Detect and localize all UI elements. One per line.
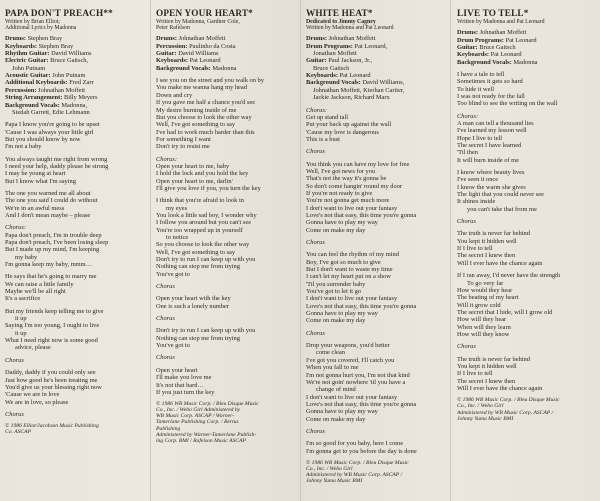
personnel-name: Stephen Bray bbox=[27, 35, 63, 43]
song-column bbox=[306, 8, 450, 484]
personnel-entry bbox=[156, 35, 300, 42]
songwriter-credit: Additional Lyrics by Madonna bbox=[5, 25, 77, 32]
chorus-label: Chorus: bbox=[5, 224, 26, 232]
personnel-role: Drums: bbox=[457, 29, 478, 37]
lyric-line: Papa don't preach, I'm in trouble deep bbox=[5, 231, 102, 239]
personnel-name: Pat Leonard bbox=[339, 72, 371, 80]
song-title: WHITE HEAT* bbox=[306, 8, 373, 18]
lyric-line: Nothing can stop me from trying bbox=[156, 334, 240, 342]
personnel-entry bbox=[457, 37, 600, 44]
songwriter-credit: Written by Madonna and Pat Leonard bbox=[457, 19, 545, 25]
lyric-line: You look a little sad boy, I wonder why bbox=[156, 211, 257, 219]
lyric-line: Don't try to resist me bbox=[156, 143, 210, 151]
personnel-role: Drums: bbox=[5, 35, 26, 43]
lyric-line: You think you can have my love for free bbox=[306, 160, 410, 168]
lyrics-block bbox=[457, 71, 600, 392]
lyric-line: Open your heart to me, baby bbox=[156, 162, 230, 170]
lyric-line: And I don't mean maybe – please bbox=[5, 211, 91, 219]
personnel-entry bbox=[5, 72, 149, 79]
lyric-line: Come on make my day bbox=[306, 415, 366, 423]
lyric-line: 'Til then bbox=[457, 149, 478, 157]
lyric-line: You'd give us your blessing right now bbox=[5, 383, 102, 391]
lyric-line: Daddy, daddy if you could only see bbox=[5, 369, 96, 377]
personnel-role: Acoustic Guitar: bbox=[5, 72, 51, 80]
lyric-line: I have a tale to tell bbox=[457, 70, 505, 78]
personnel-role: Electric Guitar: bbox=[5, 57, 49, 65]
lyric-line: I see you on the street and you walk on by bbox=[156, 77, 264, 85]
lyric-line: my eyes bbox=[166, 204, 188, 212]
lyrics-block bbox=[5, 121, 149, 418]
lyric-line: I hold the lock and you hold the key bbox=[156, 170, 249, 178]
copyright-line: Administered by WB Music Corp. ASCAP / bbox=[457, 409, 554, 416]
lyric-line: 'Til you surrender baby bbox=[306, 280, 366, 288]
lyric-line: Saying I'm too young, I ought to live bbox=[5, 322, 100, 330]
personnel-name: David Williams, bbox=[362, 79, 405, 87]
chorus-label: Chorus: bbox=[457, 112, 478, 120]
lyric-line: Well, I've got something to say bbox=[156, 121, 236, 129]
lyric-line: Sometimes it gets so hard bbox=[457, 78, 523, 86]
lyric-line: To hide it well bbox=[457, 85, 495, 93]
lyric-line: The truth is never far behind bbox=[457, 230, 530, 238]
lyric-line: A man can tell a thousand lies bbox=[457, 119, 534, 127]
personnel-name-cont: Johnathan Moffett, Kierhan Cartier, bbox=[313, 86, 405, 94]
lyric-line: to notice bbox=[166, 234, 189, 241]
personnel-entry bbox=[5, 102, 149, 109]
personnel-name: David Williams bbox=[178, 50, 219, 58]
lyric-line: The one you said I could do without bbox=[5, 197, 98, 205]
personnel-role: Keyboards: bbox=[156, 57, 188, 65]
song-title: LIVE TO TELL* bbox=[457, 8, 529, 18]
lyric-line: Will it grow cold bbox=[457, 301, 501, 309]
personnel-name-cont: Siedah Garrett, Edie Lehmann bbox=[12, 108, 90, 116]
personnel-entry bbox=[5, 87, 149, 94]
song-dedication: Dedicated to Jimmy Cagney bbox=[306, 19, 376, 25]
lyric-line: it up bbox=[15, 315, 27, 323]
personnel-entry bbox=[457, 51, 600, 58]
lyric-line: I'm gonna keep my baby, mmm… bbox=[5, 261, 92, 269]
lyric-line: I think that you're afraid to look in bbox=[156, 197, 244, 205]
lyric-line: If you gave me half a chance you'd see bbox=[156, 99, 256, 107]
lyric-line: When will they learn bbox=[457, 323, 511, 331]
lyric-line: If you just turn the key bbox=[156, 388, 215, 396]
personnel-name: Bruce Gaitsch, bbox=[50, 57, 89, 65]
lyric-line: 'Cause I was always your little girl bbox=[5, 128, 94, 136]
personnel-name-cont: John Putnam bbox=[12, 64, 46, 72]
lyric-line: I don't want to live out your fantasy bbox=[306, 204, 398, 212]
fold-line bbox=[300, 0, 301, 501]
song-title: PAPA DON'T PREACH** bbox=[5, 8, 113, 18]
personnel-role: Rhythm Guitar: bbox=[5, 50, 50, 58]
lyric-line: Boy, I've got so much to give bbox=[306, 258, 381, 266]
lyrics-block bbox=[156, 77, 300, 396]
lyric-line: The light that you could never see bbox=[457, 191, 544, 199]
lyric-line: I know the warm she gives bbox=[457, 183, 526, 191]
copyright-line: © 1986 Elliot/Jacobsen Music Publishing bbox=[5, 423, 99, 430]
personnel-role: Background Vocals: bbox=[5, 101, 60, 109]
lyric-line: I've learned my lesson well bbox=[457, 127, 527, 135]
personnel-role: Guitar: bbox=[306, 57, 327, 65]
lyric-line: The secret I have learned bbox=[457, 142, 522, 150]
lyric-line: I'm so good for you baby, here I come bbox=[306, 440, 404, 448]
lyric-line: 'Cause my love is dangerous bbox=[306, 128, 379, 136]
personnel-role: Drum Programs: bbox=[457, 36, 504, 44]
copyright-line: Johnny Yuma Music BMI bbox=[306, 478, 363, 485]
personnel-name: Pat Leonard, bbox=[354, 42, 388, 50]
personnel-entry bbox=[457, 44, 600, 51]
lyric-line: I've seen it once bbox=[457, 176, 499, 184]
songwriter-credit: Written by Madonna and Pat Leonard bbox=[306, 25, 394, 32]
lyric-line: Will I ever have the chance again bbox=[457, 259, 543, 267]
lyric-line: I need your help, daddy please be strong bbox=[5, 162, 109, 170]
lyric-line: We are in love, so please bbox=[5, 398, 69, 406]
lyric-line: Don't try to run I can keep up with you bbox=[156, 256, 256, 264]
personnel-name: Madonna bbox=[212, 64, 237, 72]
personnel-role: Background Vocals: bbox=[457, 58, 512, 66]
lyric-line: I don't want to live out your fantasy bbox=[306, 295, 398, 303]
personnel-role: Keyboards: bbox=[306, 72, 338, 80]
chorus-label: Chorus: bbox=[306, 106, 327, 114]
personnel-name: Pat Leonard bbox=[189, 57, 221, 65]
copyright-line: Johnny Yuma Music BMI bbox=[457, 415, 514, 422]
personnel-entry bbox=[5, 79, 149, 86]
lyric-line: You're too wrapped up in yourself bbox=[156, 226, 243, 234]
lyric-line: But I don't want to waste my time bbox=[306, 266, 393, 274]
lyric-line: You've got to bbox=[156, 270, 190, 278]
lyric-line: I follow you around but you can't see bbox=[156, 219, 252, 227]
lyric-line: One is such a lonely number bbox=[156, 302, 229, 310]
personnel-name-cont: Jonathan Moffett bbox=[313, 50, 357, 58]
lyric-line: You make me wanna hang my head bbox=[156, 84, 247, 92]
lyric-line: Come on make my day bbox=[306, 317, 366, 325]
lyric-line: This is a bust bbox=[306, 135, 340, 143]
lyric-line: my baby bbox=[15, 253, 38, 261]
personnel-role: Additional Keyboards: bbox=[5, 79, 68, 87]
chorus-label: Chorus bbox=[156, 354, 175, 362]
lyric-line: It's not that hard… bbox=[156, 381, 204, 389]
lyric-line: Love's not that easy, this time you're gonna bbox=[306, 400, 417, 408]
copyright-notice bbox=[457, 397, 600, 421]
lyric-line: My desire burning inside of me bbox=[156, 106, 237, 114]
chorus-label: Chorus bbox=[5, 356, 24, 364]
lyric-line: To go very far bbox=[467, 279, 504, 287]
lyric-line: Well, I've got something to say bbox=[156, 248, 236, 256]
personnel-role: Percussion: bbox=[5, 86, 37, 94]
lyric-line: Open your heart bbox=[156, 366, 198, 374]
lyric-line: Come on make my day bbox=[306, 226, 366, 234]
personnel-role: Guitar: bbox=[156, 50, 177, 58]
lyric-line: What I need right now is some good bbox=[5, 337, 98, 345]
personnel-entry bbox=[156, 57, 300, 64]
personnel-entry bbox=[306, 43, 450, 50]
songwriter-credit: Written by Brian Elliot; bbox=[5, 19, 60, 25]
lyric-line: Down and cry bbox=[156, 91, 193, 99]
personnel-role: Drums: bbox=[306, 35, 327, 43]
copyright-line: Tamerlane Publishing Corp. / Bertus bbox=[156, 419, 239, 426]
personnel-entry bbox=[457, 59, 600, 66]
copyright-line: WB Music Corp. ASCAP / Warner- bbox=[156, 413, 235, 420]
lyric-line: Love's not that easy, this time you're gonna bbox=[306, 302, 417, 310]
lyric-line: Just how good he's been treating me bbox=[5, 376, 98, 384]
chorus-label: Chorus bbox=[156, 315, 175, 323]
personnel-name: David Williams bbox=[51, 50, 92, 58]
personnel-list bbox=[457, 29, 600, 66]
lyric-line: If I ran away, I'd never have the strength bbox=[457, 272, 561, 280]
personnel-name: Pat Leonard bbox=[505, 36, 537, 44]
copyright-notice bbox=[306, 460, 450, 484]
personnel-entry bbox=[156, 65, 300, 72]
lyric-line: 'Cause we are in love bbox=[5, 391, 60, 399]
chorus-label: Chorus bbox=[306, 329, 325, 337]
lyric-line: I'll give you love if you, you turn the key bbox=[156, 184, 261, 192]
lyric-line: You kept it hidden well bbox=[457, 362, 517, 370]
songwriter-credit: Written by Madonna, Gardner Cole, bbox=[156, 19, 240, 25]
lyric-line: How will they hear bbox=[457, 316, 507, 324]
lyric-line: You've got to let it go bbox=[306, 288, 362, 296]
lyric-line: But I made up my mind, I'm keeping bbox=[5, 246, 100, 254]
lyric-line: If I live to tell bbox=[457, 370, 493, 378]
lyric-line: I've got you covered, I'll catch you bbox=[306, 356, 395, 364]
lyric-line: For something I want bbox=[156, 135, 211, 143]
personnel-name: Billy Meyers bbox=[63, 94, 98, 102]
lyric-line: Love's not that easy, this time you're gonna bbox=[306, 211, 417, 219]
copyright-notice bbox=[156, 401, 300, 444]
chorus-label: Chorus bbox=[306, 239, 325, 246]
personnel-name-cont: Jackie Jackson, Richard Marx bbox=[313, 94, 390, 102]
lyric-line: The truth is never far behind bbox=[457, 355, 530, 363]
copyright-line: Administered by WB Music Corp. ASCAP / bbox=[306, 472, 403, 479]
personnel-entry bbox=[457, 29, 600, 36]
copyright-line: Co., Inc. / Webo Girl Administered by bbox=[156, 407, 241, 414]
personnel-entry bbox=[306, 72, 450, 79]
lyric-line: The one you warned me all about bbox=[5, 189, 91, 197]
personnel-name: Stephen Bray bbox=[38, 42, 74, 50]
personnel-entry bbox=[306, 35, 450, 42]
lyric-line: If you're not ready to give bbox=[306, 189, 373, 197]
lyric-line: So don't come hangin' round my door bbox=[306, 182, 403, 190]
copyright-line: Co., Inc. / Webo Girl bbox=[306, 466, 353, 473]
lyric-line: It will burn inside of me bbox=[457, 156, 519, 164]
personnel-entry bbox=[306, 79, 450, 86]
personnel-name: Paulinho da Costa bbox=[189, 42, 236, 50]
lyric-line: I'm not gonna hurt you, I'm not that kind bbox=[306, 371, 410, 379]
lyric-line: Gonna have to play my way bbox=[306, 219, 378, 227]
lyric-line: Put your back up against the wall bbox=[306, 121, 392, 129]
lyric-line: Will I ever have the chance again bbox=[457, 384, 543, 392]
personnel-entry bbox=[5, 57, 149, 64]
lyric-line: You've got to bbox=[156, 342, 190, 350]
personnel-name: Johnathan Moffett bbox=[328, 35, 376, 43]
personnel-name: Madonna, bbox=[61, 101, 88, 109]
chorus-label: Chorus bbox=[306, 148, 325, 156]
lyric-line: That's not the way it's gonna be bbox=[306, 175, 387, 183]
personnel-role: Keyboards: bbox=[457, 51, 489, 59]
songwriter-credit: Peter Rafelson bbox=[156, 25, 190, 32]
lyric-line: Papa I know you're going to be upset bbox=[5, 121, 100, 129]
lyric-line: But I know what I'm saying bbox=[5, 177, 76, 185]
lyric-line: The secret that I hide, will I grow old bbox=[457, 308, 553, 316]
personnel-entry bbox=[5, 50, 149, 57]
personnel-name: Madonna bbox=[513, 58, 538, 66]
copyright-line: © 1986 WB Music Corp. / Bleu Disque Music bbox=[457, 397, 560, 404]
copyright-line: © 1986 WB Music Corp. / Bleu Disque Music bbox=[306, 459, 409, 466]
personnel-role: Drum Programs: bbox=[306, 42, 353, 50]
lyric-line: Get up stand tall bbox=[306, 113, 349, 121]
personnel-name: Johnathan Moffett bbox=[479, 29, 527, 37]
lyric-line: I was not ready for the fall bbox=[457, 92, 525, 100]
personnel-role: Percussion: bbox=[156, 42, 188, 50]
lyric-line: I know where beauty lives bbox=[457, 169, 525, 177]
lyric-line: change of mind bbox=[316, 386, 356, 394]
lyric-line: I may be young at heart bbox=[5, 170, 66, 178]
copyright-line: Administered by Warner-Tamerlane Publish- bbox=[156, 431, 257, 438]
lyric-line: I've had to work much harder than this bbox=[156, 128, 255, 136]
lyric-line: Open your heart to me, darlin' bbox=[156, 177, 233, 185]
personnel-list bbox=[156, 35, 300, 72]
lyric-line: Well, I've got news for you bbox=[306, 167, 376, 175]
personnel-entry bbox=[5, 43, 149, 50]
chorus-label: Chorus bbox=[306, 427, 325, 435]
personnel-name: Pat Leonard bbox=[490, 51, 522, 59]
personnel-role: Background Vocals: bbox=[306, 79, 361, 87]
chorus-label: Chorus bbox=[457, 218, 476, 226]
lyric-line: So you choose to look the other way bbox=[156, 241, 250, 249]
chorus-label: Chorus: bbox=[156, 155, 177, 163]
lyric-line: When you fall to me bbox=[306, 364, 359, 372]
lyric-line: But my friends keep telling me to give bbox=[5, 307, 104, 315]
personnel-list bbox=[306, 35, 450, 101]
lyric-line: come clean bbox=[316, 349, 345, 357]
lyric-line: Papa don't preach, I've been losing sleep bbox=[5, 239, 109, 246]
lyrics-block bbox=[306, 107, 450, 455]
chorus-label: Chorus bbox=[457, 343, 476, 351]
personnel-name: Fred Zarr bbox=[69, 79, 94, 87]
personnel-list bbox=[5, 35, 149, 116]
lyric-line: We're in an awful mess bbox=[5, 204, 65, 212]
lyric-line: I can't let my heart put on a show bbox=[306, 273, 391, 281]
lyric-line: But you should know by now bbox=[5, 135, 81, 143]
copyright-line: Co., Inc. / Webo Girl bbox=[457, 403, 504, 410]
lyric-line: How will they know bbox=[457, 330, 510, 338]
lyric-line: I'm not a baby bbox=[5, 143, 42, 151]
lyric-line: Maybe we'll be all right bbox=[5, 288, 66, 296]
lyric-line: Open your heart with the key bbox=[156, 295, 231, 303]
personnel-role: Keyboards: bbox=[5, 42, 37, 50]
personnel-entry bbox=[156, 43, 300, 50]
lyric-line: Hope I live to tell bbox=[457, 134, 503, 142]
song-column bbox=[5, 8, 149, 435]
lyric-line: I'll make you love me bbox=[156, 374, 212, 382]
copyright-line: ing Corp. BMI / Rafelson Music ASCAP bbox=[156, 437, 246, 444]
lyric-line: We're not goin' nowhere 'til you have a bbox=[306, 378, 406, 386]
lyric-line: You're not gonna get much more bbox=[306, 197, 390, 205]
lyric-line: advice, please bbox=[15, 344, 51, 352]
lyric-line: Nothing can stop me from trying bbox=[156, 263, 240, 271]
personnel-name: John Putnam bbox=[52, 72, 86, 80]
personnel-name: Johnathan Moffett bbox=[178, 35, 226, 43]
fold-line bbox=[450, 0, 451, 501]
personnel-name: Paul Jackson, Jr., bbox=[328, 57, 373, 65]
lyric-line: The secret I knew then bbox=[457, 252, 516, 260]
lyric-line: He says that he's going to marry me bbox=[5, 273, 97, 281]
personnel-role: Background Vocals: bbox=[156, 64, 211, 72]
lyric-line: Too blind to see the writing on the wall bbox=[457, 100, 558, 108]
lyric-line: it up bbox=[15, 329, 27, 337]
chorus-label: Chorus bbox=[5, 410, 24, 418]
personnel-entry bbox=[156, 50, 300, 57]
lyric-line: But you choose to look the other way bbox=[156, 113, 252, 121]
personnel-name-cont: Bruce Gaitsch bbox=[313, 64, 350, 72]
lyric-line: I'm gonna get to you before the day is done bbox=[306, 447, 417, 455]
lyric-line: Drop your weapons, you'd better bbox=[306, 342, 390, 350]
song-column bbox=[156, 8, 300, 444]
copyright-line: Co. ASCAP bbox=[5, 429, 32, 436]
personnel-name: Johnathan Moffett bbox=[38, 86, 86, 94]
personnel-role: Guitar: bbox=[457, 43, 478, 51]
lyric-line: I don't want to live out your fantasy bbox=[306, 393, 398, 401]
lyric-line: It's a sacrifice bbox=[5, 295, 41, 303]
lyric-line: The beating of my heart bbox=[457, 294, 519, 302]
personnel-name: Bruce Gaitsch bbox=[479, 43, 516, 51]
lyric-line: You always taught me right from wrong bbox=[5, 155, 108, 163]
copyright-notice bbox=[5, 423, 149, 435]
personnel-entry bbox=[306, 57, 450, 64]
lyric-line: It shines inside bbox=[457, 198, 496, 206]
lyric-line: Gonna have to play my way bbox=[306, 408, 378, 416]
fold-line bbox=[150, 0, 151, 501]
copyright-line: © 1986 WB Music Corp. / Bleu Disque Music bbox=[156, 401, 259, 408]
lyric-line: We can raise a little family bbox=[5, 280, 74, 288]
personnel-role: String Arrangement: bbox=[5, 94, 63, 102]
personnel-role: Drums: bbox=[156, 35, 177, 43]
copyright-line: Publishing bbox=[156, 425, 181, 432]
song-title: OPEN YOUR HEART* bbox=[156, 8, 253, 18]
lyric-line: You can feel the rhythm of my mind bbox=[306, 251, 399, 259]
lyric-line: you can't take that from me bbox=[467, 205, 537, 213]
personnel-entry bbox=[5, 35, 149, 42]
song-column bbox=[457, 8, 600, 422]
lyric-line: Gonna have to play my way bbox=[306, 310, 378, 318]
lyric-line: If I live to tell bbox=[457, 245, 493, 253]
lyric-line: How would they hear bbox=[457, 286, 513, 294]
personnel-entry bbox=[5, 94, 149, 101]
chorus-label: Chorus bbox=[156, 283, 175, 291]
lyric-line: You kept it hidden well bbox=[457, 237, 517, 245]
lyric-line: Don't try to run I can keep up with you bbox=[156, 327, 256, 335]
lyric-line: The secret I knew then bbox=[457, 377, 516, 385]
